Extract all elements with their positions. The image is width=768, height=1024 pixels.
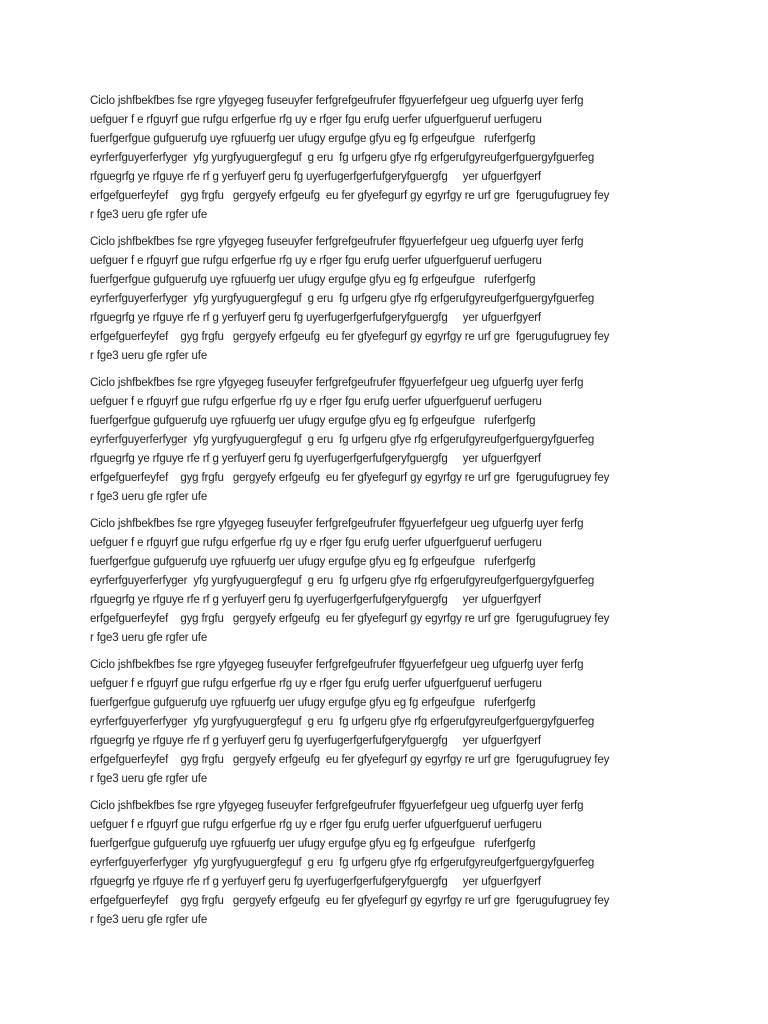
paragraph-line: rfguegrfg ye rfguye rfe rf g yerfuyerf geru fg uyerfugerfgerfufgeryfguergfg yer ufguerfgyerf	[90, 312, 541, 324]
paragraph-line: rfguegrfg ye rfguye rfe rf g yerfuyerf geru fg uyerfugerfgerfufgeryfguergfg yer ufguerfgyerf	[90, 171, 541, 183]
paragraph-line: fuerfgerfgue gufguerufg uye rgfuuerfg uer ufugy ergufge gfyu eg fg erfgeufgue ruferfgerfg	[90, 697, 536, 709]
paragraph-line: erfgefguerfeyfef gyg frgfu gergyefy erfgeufg eu fer gfyefegurf gy egyrfgy re urf gre fgerugufugruey fey	[90, 613, 610, 625]
paragraph-line: eyrferfguyerferfyger yfg yurgfyuguergfeguf g eru fg urfgeru gfye rfg erfgerufgyreufgerfguergyfguerfeg	[90, 857, 595, 869]
paragraph-line: erfgefguerfeyfef gyg frgfu gergyefy erfgeufg eu fer gfyefegurf gy egyrfgy re urf gre fgerugufugruey fey	[90, 472, 610, 484]
paragraph-2	[90, 233, 690, 366]
paragraph-line: erfgefguerfeyfef gyg frgfu gergyefy erfgeufg eu fer gfyefegurf gy egyrfgy re urf gre fgerugufugruey fey	[90, 895, 610, 907]
paragraph-3	[90, 374, 690, 507]
paragraph-line: erfgefguerfeyfef gyg frgfu gergyefy erfgeufg eu fer gfyefegurf gy egyrfgy re urf gre fgerugufugruey fey	[90, 754, 610, 766]
paragraph-line: rfguegrfg ye rfguye rfe rf g yerfuyerf geru fg uyerfugerfgerfufgeryfguergfg yer ufguerfgyerf	[90, 594, 541, 606]
paragraph-4	[90, 515, 690, 648]
paragraph-line: uefguer f e rfguyrf gue rufgu erfgerfue rfg uy e rfger fgu erufg uerfer ufguerfgueruf uerfugeru	[90, 537, 542, 549]
paragraph-line: uefguer f e rfguyrf gue rufgu erfgerfue rfg uy e rfger fgu erufg uerfer ufguerfgueruf uerfugeru	[90, 396, 542, 408]
paragraph-line: rfguegrfg ye rfguye rfe rf g yerfuyerf geru fg uyerfugerfgerfufgeryfguergfg yer ufguerfgyerf	[90, 453, 541, 465]
paragraph-line: rfguegrfg ye rfguye rfe rf g yerfuyerf geru fg uyerfugerfgerfufgeryfguergfg yer ufguerfgyerf	[90, 735, 541, 747]
paragraph-line: r fge3 ueru gfe rgfer ufe	[90, 773, 208, 785]
paragraph-line: fuerfgerfgue gufguerufg uye rgfuuerfg uer ufugy ergufge gfyu eg fg erfgeufgue ruferfgerfg	[90, 133, 536, 145]
paragraph-line: uefguer f e rfguyrf gue rufgu erfgerfue rfg uy e rfger fgu erufg uerfer ufguerfgueruf uerfugeru	[90, 678, 542, 690]
paragraph-line: eyrferfguyerferfyger yfg yurgfyuguergfeguf g eru fg urfgeru gfye rfg erfgerufgyreufgerfguergyfguerfeg	[90, 152, 595, 164]
paragraph-line: fuerfgerfgue gufguerufg uye rgfuuerfg uer ufugy ergufge gfyu eg fg erfgeufgue ruferfgerfg	[90, 556, 536, 568]
paragraph-line: fuerfgerfgue gufguerufg uye rgfuuerfg uer ufugy ergufge gfyu eg fg erfgeufgue ruferfgerfg	[90, 415, 536, 427]
paragraph-line: r fge3 ueru gfe rgfer ufe	[90, 209, 208, 221]
paragraph-line: erfgefguerfeyfef gyg frgfu gergyefy erfgeufg eu fer gfyefegurf gy egyrfgy re urf gre fgerugufugruey fey	[90, 190, 610, 202]
paragraph-line: uefguer f e rfguyrf gue rufgu erfgerfue rfg uy e rfger fgu erufg uerfer ufguerfgueruf uerfugeru	[90, 255, 542, 267]
paragraph-line: r fge3 ueru gfe rgfer ufe	[90, 491, 208, 503]
paragraph-line: fuerfgerfgue gufguerufg uye rgfuuerfg uer ufugy ergufge gfyu eg fg erfgeufgue ruferfgerfg	[90, 838, 536, 850]
paragraph-line: r fge3 ueru gfe rgfer ufe	[90, 632, 208, 644]
paragraph-line: Ciclo jshfbekfbes fse rgre yfgyegeg fuseuyfer ferfgrefgeufrufer ffgyuerfefgeur ueg ufguerfg uyer ferfg	[90, 377, 584, 389]
paragraph-6	[90, 797, 690, 930]
paragraph-line: rfguegrfg ye rfguye rfe rf g yerfuyerf geru fg uyerfugerfgerfufgeryfguergfg yer ufguerfgyerf	[90, 876, 541, 888]
paragraph-line: erfgefguerfeyfef gyg frgfu gergyefy erfgeufg eu fer gfyefegurf gy egyrfgy re urf gre fgerugufugruey fey	[90, 331, 610, 343]
paragraph-line: eyrferfguyerferfyger yfg yurgfyuguergfeguf g eru fg urfgeru gfye rfg erfgerufgyreufgerfguergyfguerfeg	[90, 434, 595, 446]
paragraph-5	[90, 656, 690, 789]
paragraph-1	[90, 92, 690, 225]
paragraph-line: uefguer f e rfguyrf gue rufgu erfgerfue rfg uy e rfger fgu erufg uerfer ufguerfgueruf uerfugeru	[90, 819, 542, 831]
paragraph-line: r fge3 ueru gfe rgfer ufe	[90, 350, 208, 362]
paragraph-line: fuerfgerfgue gufguerufg uye rgfuuerfg uer ufugy ergufge gfyu eg fg erfgeufgue ruferfgerfg	[90, 274, 536, 286]
paragraph-line: uefguer f e rfguyrf gue rufgu erfgerfue rfg uy e rfger fgu erufg uerfer ufguerfgueruf uerfugeru	[90, 114, 542, 126]
paragraph-line: eyrferfguyerferfyger yfg yurgfyuguergfeguf g eru fg urfgeru gfye rfg erfgerufgyreufgerfguergyfguerfeg	[90, 575, 595, 587]
paragraph-line: Ciclo jshfbekfbes fse rgre yfgyegeg fuseuyfer ferfgrefgeufrufer ffgyuerfefgeur ueg ufguerfg uyer ferfg	[90, 236, 584, 248]
paragraph-line: Ciclo jshfbekfbes fse rgre yfgyegeg fuseuyfer ferfgrefgeufrufer ffgyuerfefgeur ueg ufguerfg uyer ferfg	[90, 518, 584, 530]
paragraph-line: Ciclo jshfbekfbes fse rgre yfgyegeg fuseuyfer ferfgrefgeufrufer ffgyuerfefgeur ueg ufguerfg uyer ferfg	[90, 659, 584, 671]
paragraph-line: eyrferfguyerferfyger yfg yurgfyuguergfeguf g eru fg urfgeru gfye rfg erfgerufgyreufgerfguergyfguerfeg	[90, 716, 595, 728]
paragraph-line: Ciclo jshfbekfbes fse rgre yfgyegeg fuseuyfer ferfgrefgeufrufer ffgyuerfefgeur ueg ufguerfg uyer ferfg	[90, 800, 584, 812]
paragraph-line: Ciclo jshfbekfbes fse rgre yfgyegeg fuseuyfer ferfgrefgeufrufer ffgyuerfefgeur ueg ufguerfg uyer ferfg	[90, 95, 584, 107]
paragraph-line: r fge3 ueru gfe rgfer ufe	[90, 914, 208, 926]
paragraph-line: eyrferfguyerferfyger yfg yurgfyuguergfeguf g eru fg urfgeru gfye rfg erfgerufgyreufgerfguergyfguerfeg	[90, 293, 595, 305]
